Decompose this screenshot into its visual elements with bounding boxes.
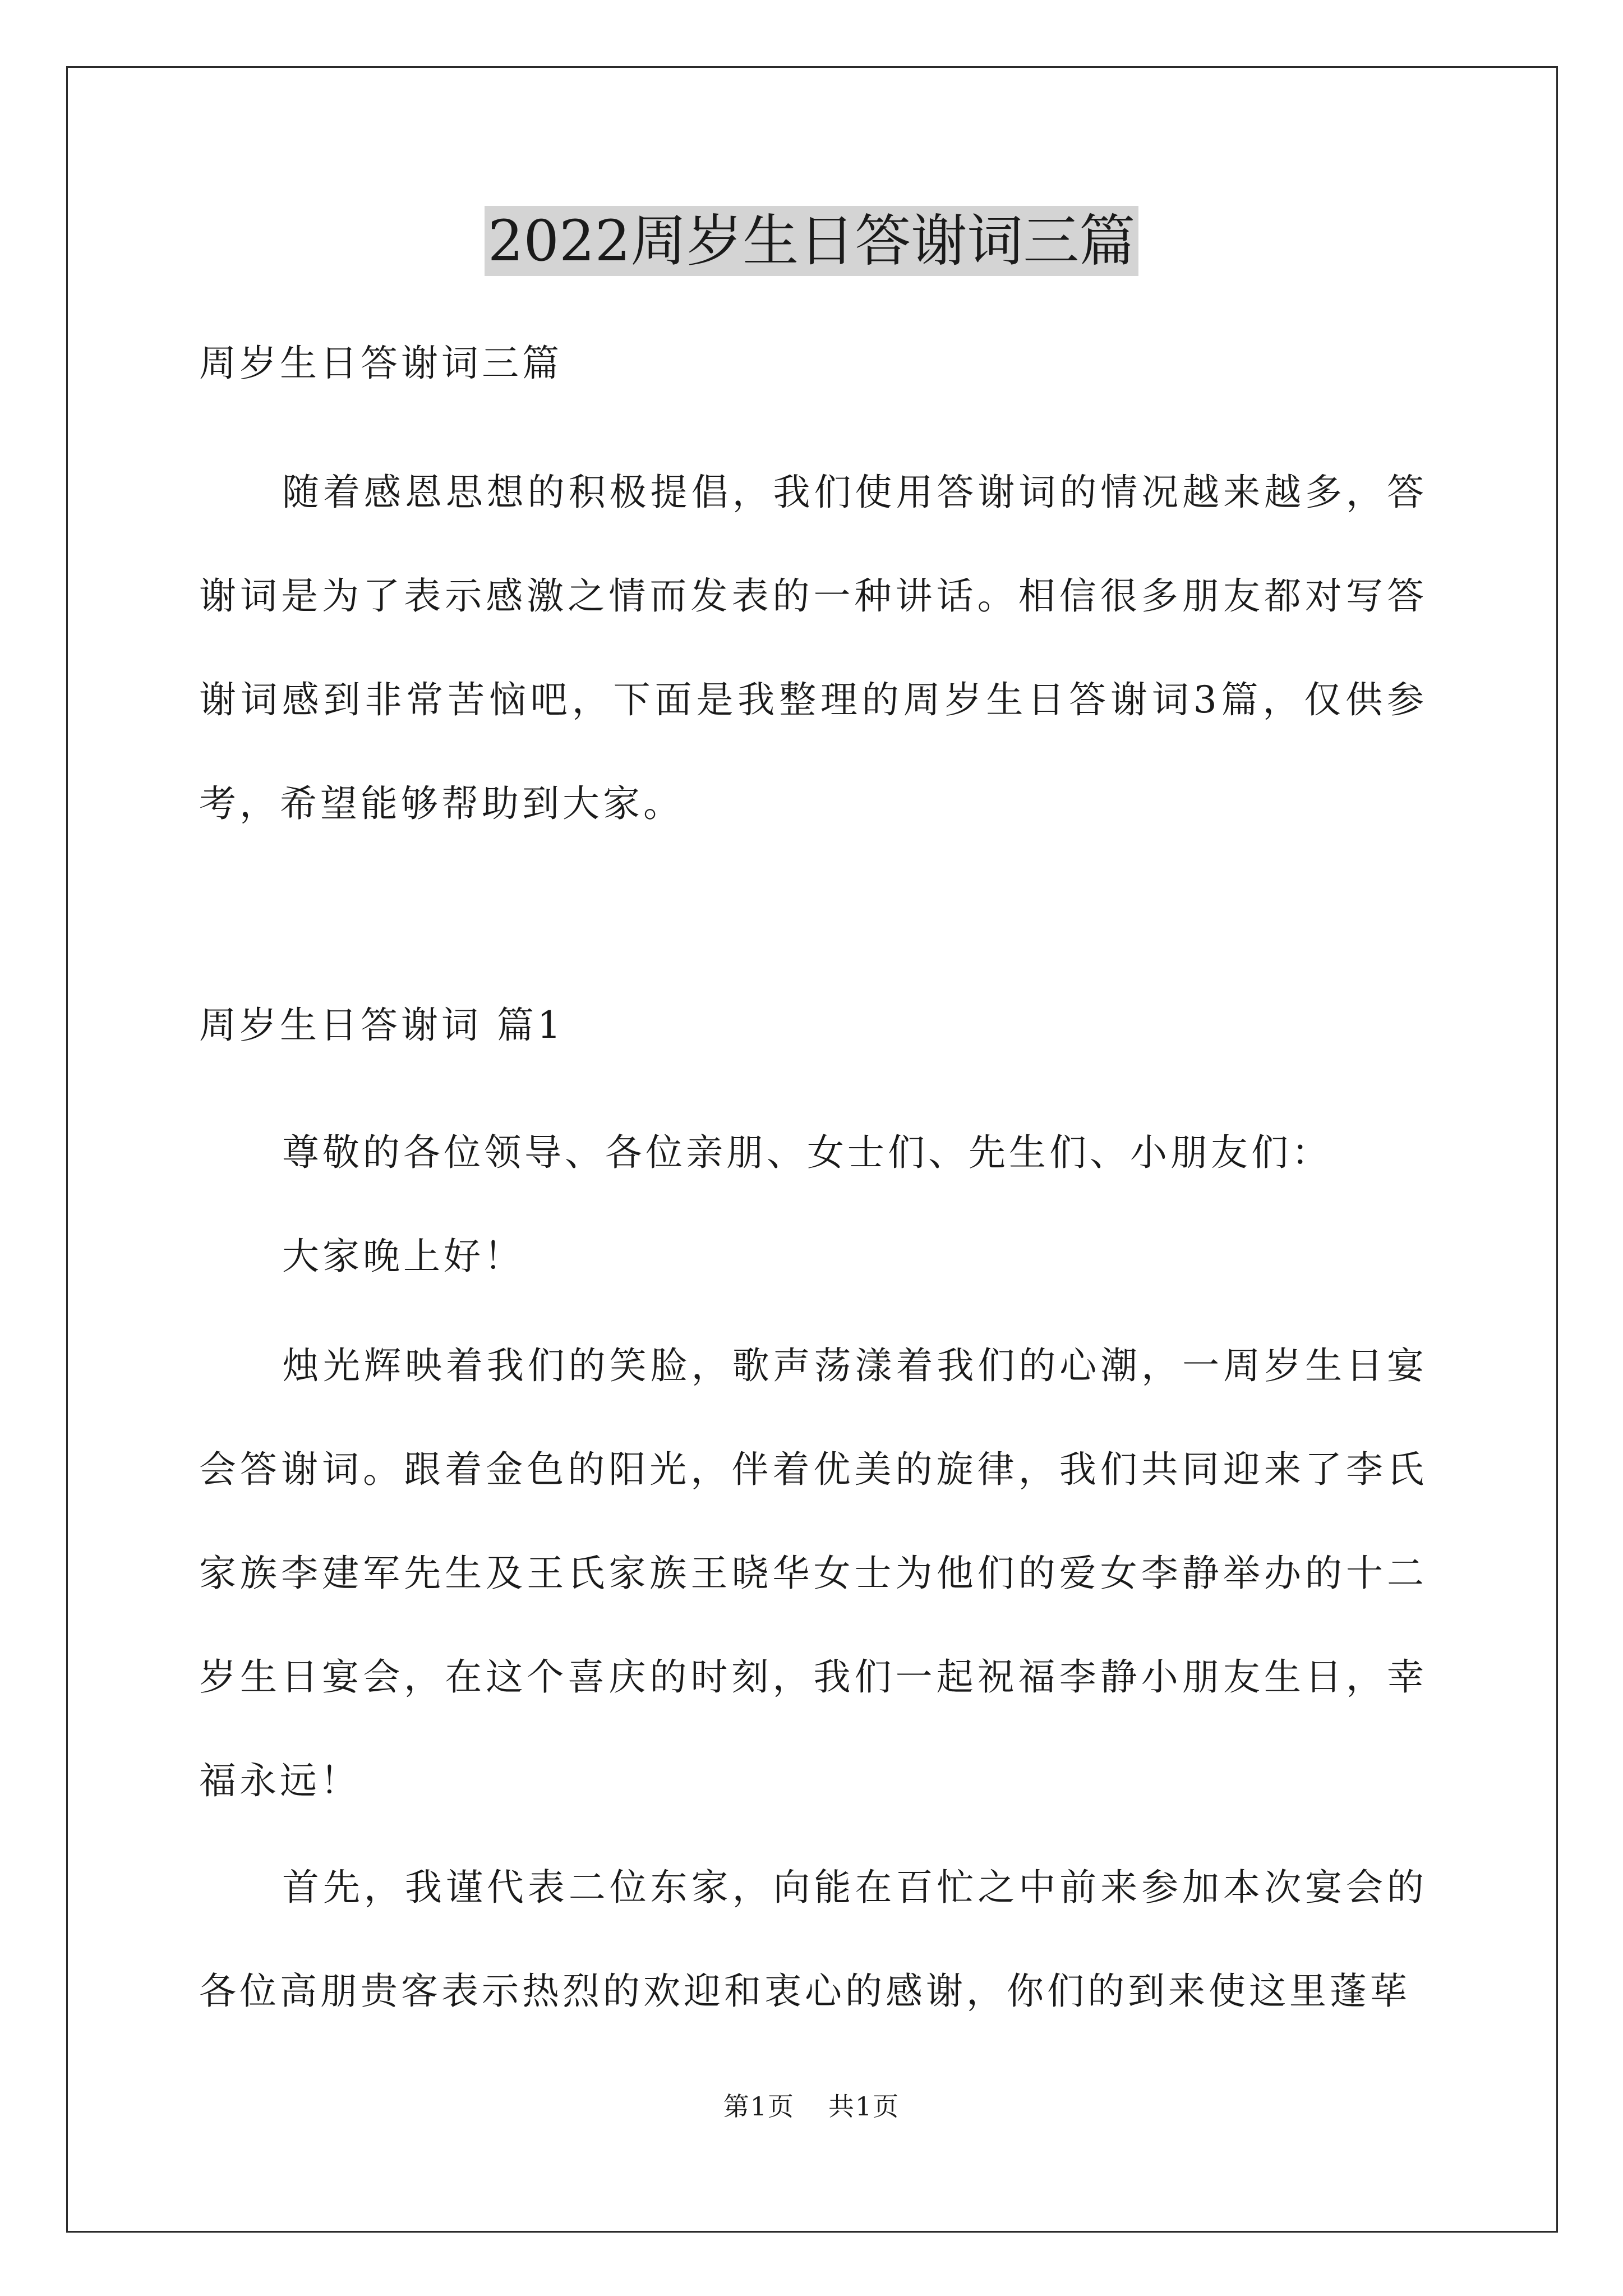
body-paragraph-2: 首先，我谨代表二位东家，向能在百忙之中前来参加本次宴会的各位高朋贵客表示热烈的欢迎和衷心的感谢，你们的到来使这里蓬荜 [199, 1866, 1427, 2013]
salutation-paragraph: 尊敬的各位领导、各位亲朋、女士们、先生们、小朋友们： [282, 1131, 1332, 1174]
section-heading: 周岁生日答谢词 篇1 [199, 1004, 564, 1047]
page-footer [0, 2090, 1623, 2123]
page-number-total: 共1页 [828, 2091, 900, 2122]
greeting-paragraph: 大家晚上好！ [282, 1235, 524, 1278]
document-subtitle: 周岁生日答谢词三篇 [199, 342, 562, 385]
intro-paragraph: 随着感恩思想的积极提倡，我们使用答谢词的情况越来越多，答谢词是为了表示感激之情而发表的一种讲话。相信很多朋友都对写答谢词感到非常苦恼吧，下面是我整理的周岁生日答谢词3篇，仅供参考，希望能够帮助到大家。 [199, 471, 1427, 825]
document-title-text: 2022周岁生日答谢词三篇 [485, 206, 1139, 276]
page-number-current: 第1页 [723, 2091, 795, 2122]
body-paragraph-1: 烛光辉映着我们的笑脸，歌声荡漾着我们的心潮，一周岁生日宴会答谢词。跟着金色的阳光，伴着优美的旋律，我们共同迎来了李氏家族李建军先生及王氏家族王晓华女士为他们的爱女李静举办的十二岁生日宴会，在这个喜庆的时刻，我们一起祝福李静小朋友生日，幸福永远！ [199, 1344, 1427, 1802]
document-title [0, 202, 1623, 280]
